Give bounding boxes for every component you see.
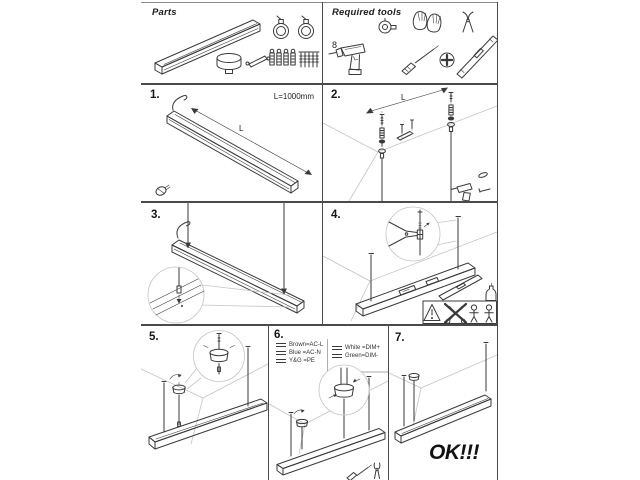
detail-circle bbox=[194, 331, 245, 382]
right-mount-hardware bbox=[448, 92, 455, 201]
step4-illustration bbox=[323, 203, 497, 324]
step3-illustration bbox=[141, 203, 322, 324]
ok-label: OK!!! bbox=[429, 441, 479, 464]
drill-count-label: 8 bbox=[332, 40, 338, 50]
screwdriver-icon bbox=[347, 465, 372, 480]
detail-circle bbox=[148, 267, 204, 323]
legend-label: Brown=AC-L bbox=[289, 342, 324, 348]
detail-circle bbox=[319, 365, 369, 415]
screwdriver-icon bbox=[402, 46, 439, 75]
tools-title: Required tools bbox=[332, 7, 402, 18]
panel-step4 bbox=[323, 203, 497, 324]
panel-step5 bbox=[141, 326, 268, 480]
legend-label: Y&G =PE bbox=[289, 358, 315, 364]
suspension-wire-right bbox=[484, 343, 488, 392]
suspension-cable-part bbox=[299, 16, 314, 39]
wall-anchors-part bbox=[270, 49, 295, 65]
left-mount-hardware bbox=[379, 111, 386, 201]
step2-illustration bbox=[323, 85, 497, 201]
panel-tools bbox=[323, 3, 497, 83]
dimension-line bbox=[366, 88, 448, 114]
step7-illustration bbox=[389, 326, 497, 480]
step2-number: 2. bbox=[331, 89, 341, 101]
detail-circle bbox=[386, 207, 440, 261]
suspension-wire-left bbox=[369, 254, 374, 302]
suspension-wire-left bbox=[402, 376, 406, 427]
step3-number: 3. bbox=[151, 209, 161, 221]
light-bar bbox=[149, 399, 267, 449]
canopy-at-ceiling bbox=[409, 374, 419, 422]
screw-icon bbox=[479, 189, 490, 192]
step4-number: 4. bbox=[331, 209, 341, 221]
legend-label: Blue =AC-N bbox=[289, 350, 321, 356]
panel-parts bbox=[141, 3, 322, 83]
step1-number: 1. bbox=[150, 89, 160, 101]
grub-screw-part bbox=[155, 185, 170, 197]
tools-illustration bbox=[323, 3, 497, 83]
pliers-icon bbox=[374, 463, 380, 479]
gripper-part-icon bbox=[478, 172, 488, 179]
screws-part bbox=[299, 52, 319, 67]
parts-illustration bbox=[141, 3, 322, 83]
bracket-and-screws bbox=[397, 120, 414, 141]
step1-illustration bbox=[141, 85, 322, 201]
canopy-on-wire bbox=[170, 374, 185, 427]
canopy-on-wire bbox=[294, 409, 308, 449]
grid-line-right bbox=[497, 2, 498, 480]
step7-number: 7. bbox=[395, 332, 405, 344]
warning-box bbox=[423, 301, 497, 324]
light-bar-part bbox=[155, 20, 260, 74]
step5-illustration bbox=[141, 326, 268, 480]
step1-length-note: L=1000mm bbox=[273, 92, 314, 101]
glue-bottle-icon bbox=[486, 283, 496, 301]
suspension-wire-right bbox=[456, 217, 461, 270]
panel-step6 bbox=[269, 326, 388, 480]
panel-step2 bbox=[323, 85, 497, 201]
panel-step1 bbox=[141, 85, 322, 201]
drill-icon bbox=[451, 184, 472, 202]
pliers-icon bbox=[463, 12, 473, 32]
light-bar bbox=[395, 395, 491, 443]
panel-step7 bbox=[389, 326, 497, 480]
legend-label: White =DIM+ bbox=[345, 345, 381, 351]
step6-number: 6. bbox=[274, 329, 284, 341]
step2-dim-label: L bbox=[401, 93, 406, 102]
suspension-cable-part bbox=[274, 16, 289, 39]
power-wire bbox=[173, 96, 187, 110]
suspension-wire-right bbox=[246, 347, 250, 407]
phillips-bit-icon bbox=[440, 53, 454, 67]
step6-illustration bbox=[269, 326, 388, 480]
dimension-line bbox=[191, 108, 312, 175]
drill-icon bbox=[329, 44, 365, 75]
step1-dim-label: L bbox=[239, 124, 244, 133]
tape-measure-icon bbox=[379, 19, 396, 34]
parts-title: Parts bbox=[152, 7, 177, 18]
mounting-bracket-part bbox=[246, 56, 270, 67]
gloves-icon bbox=[413, 12, 442, 33]
panel-step3 bbox=[141, 203, 322, 324]
canopy-part bbox=[217, 54, 241, 74]
light-bar bbox=[167, 111, 298, 193]
suspension-wire-left bbox=[162, 382, 166, 433]
level-icon bbox=[457, 36, 497, 78]
suspension-wire-left bbox=[289, 413, 293, 457]
ceiling-lines bbox=[389, 355, 497, 426]
legend-label: Green=DIM- bbox=[345, 353, 379, 359]
step5-number: 5. bbox=[149, 331, 159, 343]
light-bar bbox=[277, 429, 385, 476]
